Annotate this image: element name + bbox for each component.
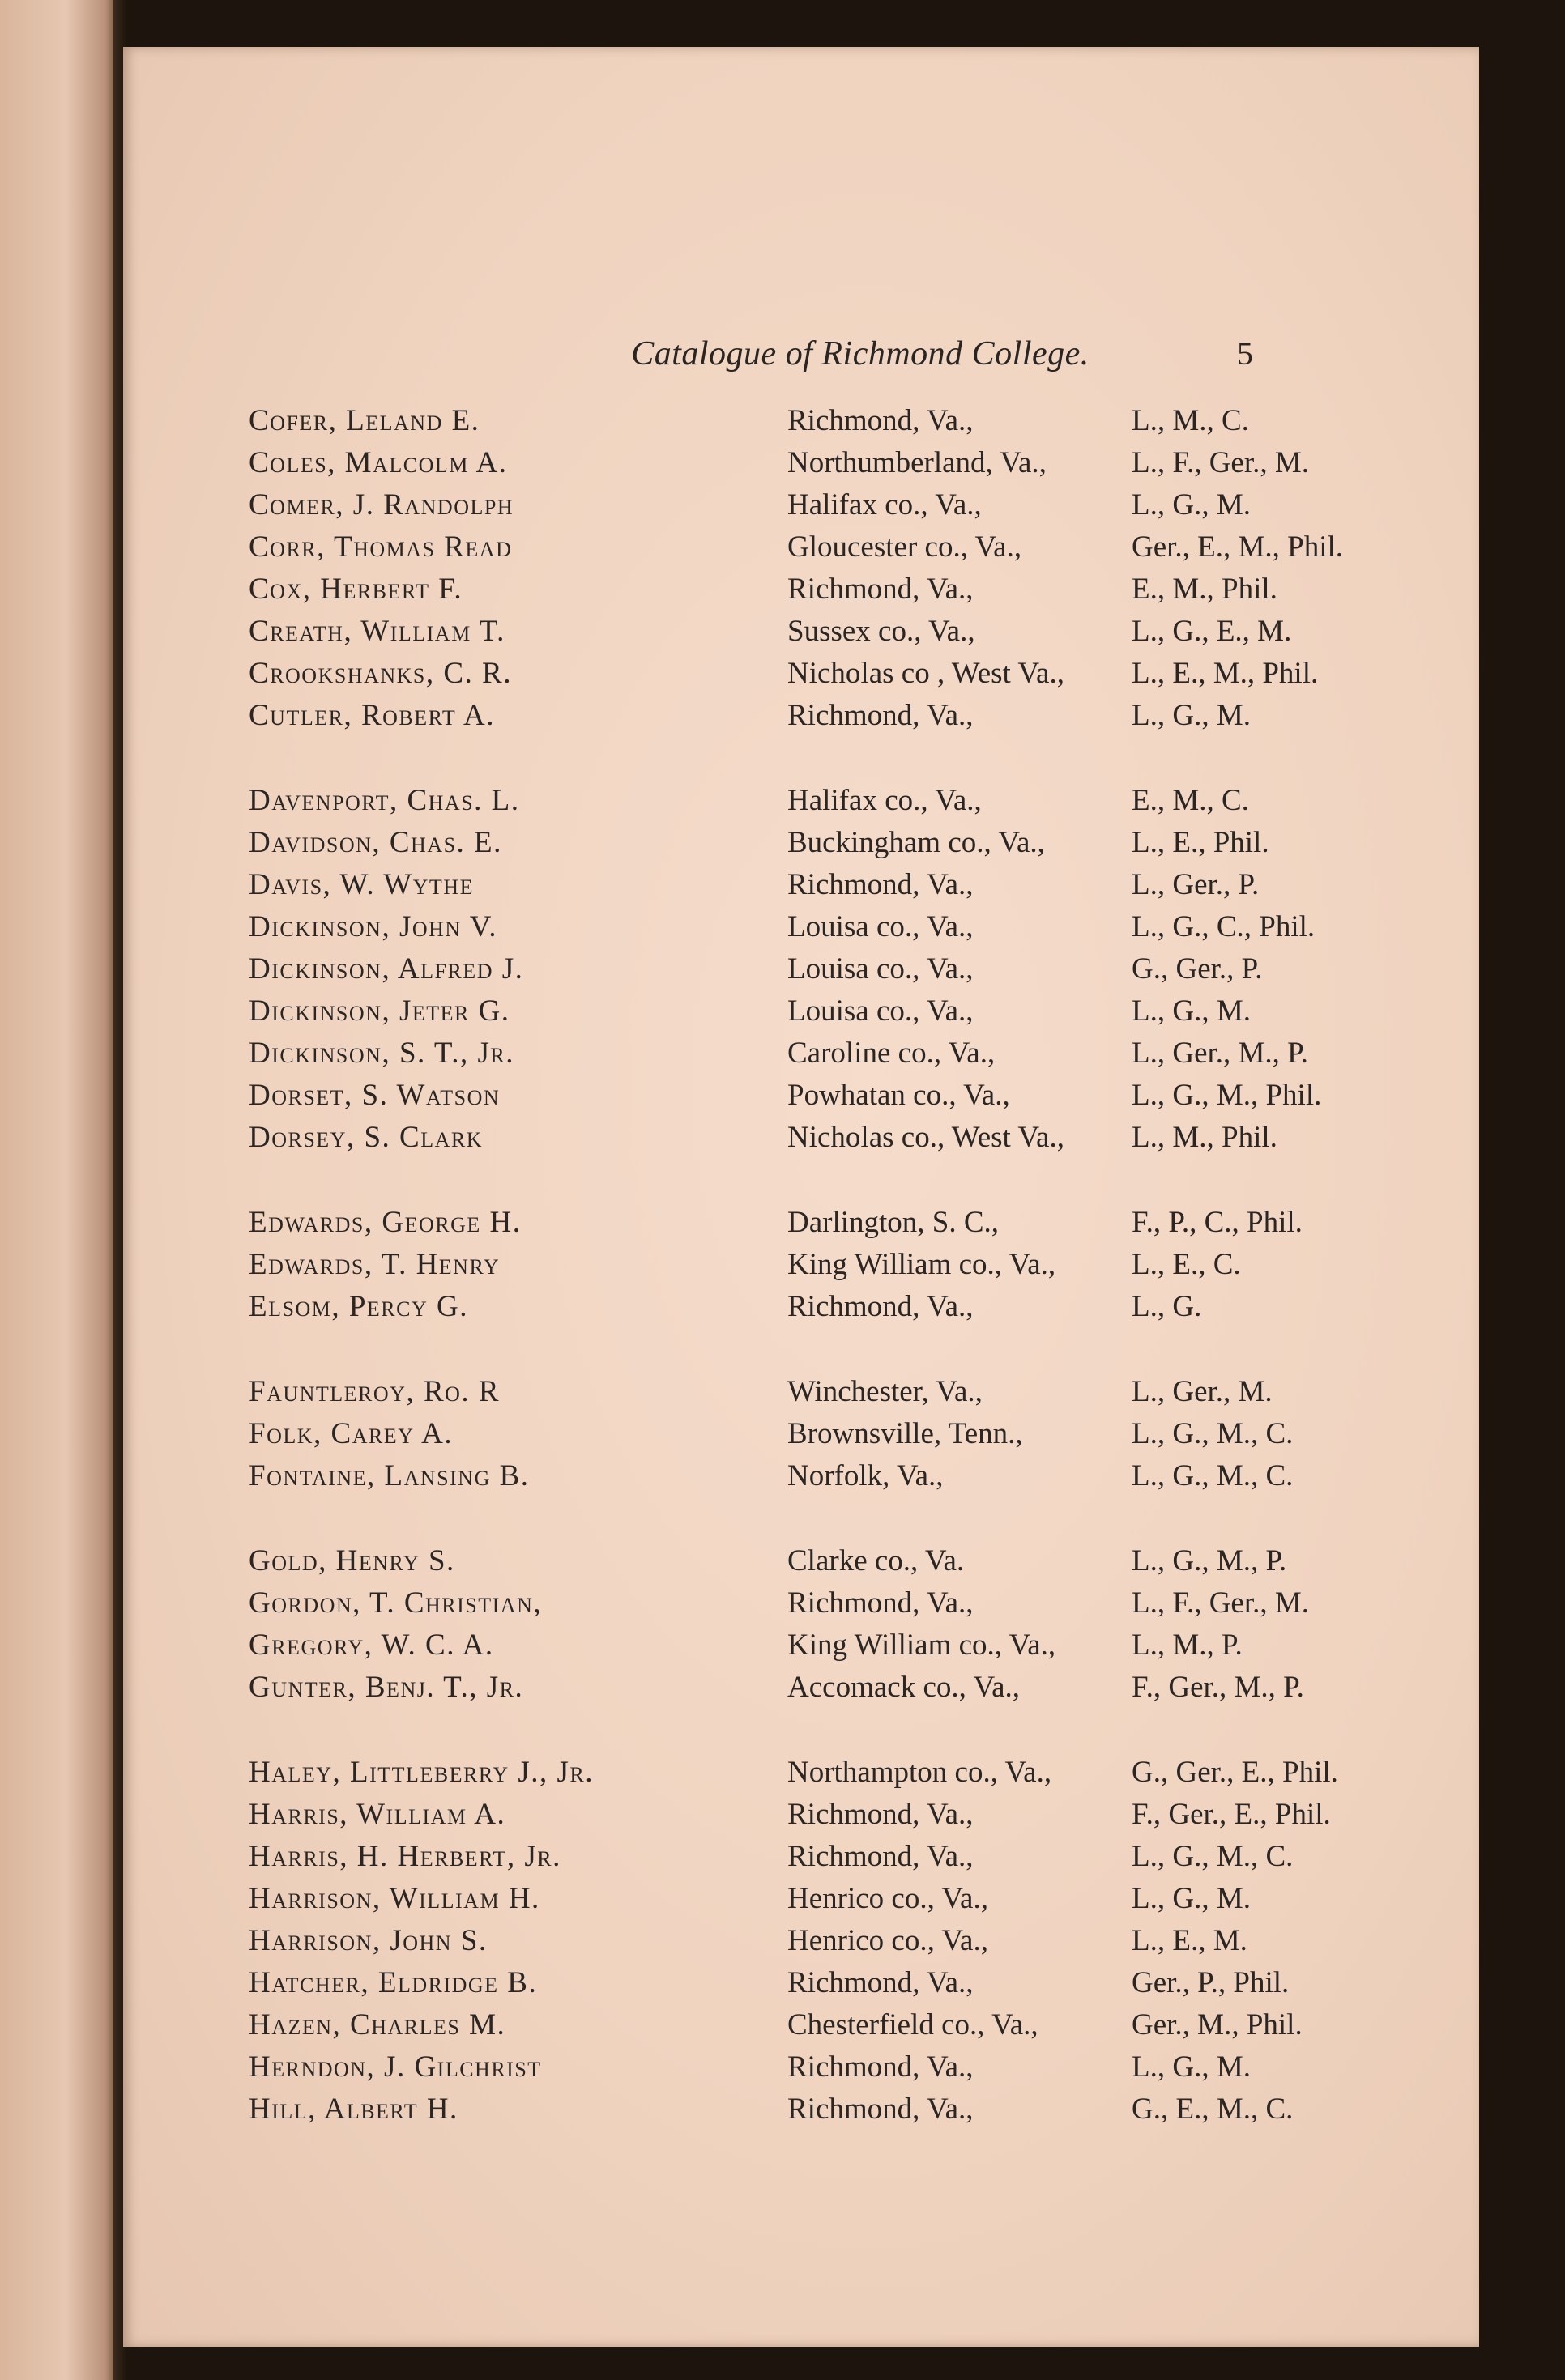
student-name: Creath, William T. xyxy=(249,615,505,648)
student-residence: Accomack co., Va., xyxy=(787,1671,1020,1704)
student-row xyxy=(249,1455,1383,1497)
student-courses: L., G., M. xyxy=(1132,488,1251,522)
student-row xyxy=(249,484,1383,526)
student-courses: L., G. xyxy=(1132,1290,1202,1323)
student-row xyxy=(249,1836,1383,1878)
student-name: Dorset, S. Watson xyxy=(249,1079,501,1112)
student-name: Harris, H. Herbert, Jr. xyxy=(249,1840,561,1873)
student-name: Hatcher, Eldridge B. xyxy=(249,1966,538,1999)
student-residence: Richmond, Va., xyxy=(787,404,974,437)
student-row xyxy=(249,948,1383,990)
student-name: Cutler, Robert A. xyxy=(249,699,495,732)
student-courses: F., P., C., Phil. xyxy=(1132,1206,1303,1239)
facing-page-edge xyxy=(0,0,120,2380)
student-residence: Chesterfield co., Va., xyxy=(787,2008,1038,2042)
student-row xyxy=(249,822,1383,864)
student-courses: L., G., M., C. xyxy=(1132,1459,1294,1492)
student-courses: L., G., M., C. xyxy=(1132,1417,1294,1450)
student-residence: Nicholas co , West Va., xyxy=(787,657,1064,690)
student-row xyxy=(249,653,1383,695)
student-row xyxy=(249,1752,1383,1794)
student-name: Dickinson, Jeter G. xyxy=(249,994,510,1028)
student-courses: L., G., M. xyxy=(1132,699,1251,732)
letter-group xyxy=(249,1202,1383,1328)
student-residence: Norfolk, Va., xyxy=(787,1459,944,1492)
student-residence: Winchester, Va., xyxy=(787,1375,983,1408)
student-row xyxy=(249,1032,1383,1075)
student-courses: L., E., M. xyxy=(1132,1924,1247,1957)
student-name: Dickinson, John V. xyxy=(249,910,497,943)
student-name: Fontaine, Lansing B. xyxy=(249,1459,530,1492)
student-name: Haley, Littleberry J., Jr. xyxy=(249,1756,594,1789)
student-residence: King William co., Va., xyxy=(787,1629,1056,1662)
student-residence: Richmond, Va., xyxy=(787,1586,974,1620)
student-name: Fauntleroy, Ro. R xyxy=(249,1375,501,1408)
student-residence: Richmond, Va., xyxy=(787,2093,974,2126)
student-courses: G., Ger., E., Phil. xyxy=(1132,1756,1338,1789)
student-courses: G., E., M., C. xyxy=(1132,2093,1294,2126)
student-residence: Louisa co., Va., xyxy=(787,994,974,1028)
student-row xyxy=(249,1413,1383,1455)
student-residence: Henrico co., Va., xyxy=(787,1882,988,1915)
student-name: Hazen, Charles M. xyxy=(249,2008,506,2042)
student-name: Crookshanks, C. R. xyxy=(249,657,512,690)
student-courses: L., G., M., P. xyxy=(1132,1544,1287,1577)
student-courses: L., G., M. xyxy=(1132,2050,1251,2084)
student-courses: E., M., Phil. xyxy=(1132,573,1277,606)
student-name: Dickinson, S. T., Jr. xyxy=(249,1037,514,1070)
student-row xyxy=(249,695,1383,737)
student-row xyxy=(249,2088,1383,2131)
student-residence: King William co., Va., xyxy=(787,1248,1056,1281)
student-residence: Buckingham co., Va., xyxy=(787,826,1045,859)
student-residence: Richmond, Va., xyxy=(787,1840,974,1873)
student-name: Gunter, Benj. T., Jr. xyxy=(249,1671,524,1704)
student-row xyxy=(249,1075,1383,1117)
student-residence: Richmond, Va., xyxy=(787,1966,974,1999)
student-row xyxy=(249,526,1383,568)
student-row xyxy=(249,1962,1383,2004)
student-courses: L., Ger., P. xyxy=(1132,868,1260,901)
student-row xyxy=(249,611,1383,653)
student-row xyxy=(249,1540,1383,1582)
student-name: Comer, J. Randolph xyxy=(249,488,514,522)
student-residence: Richmond, Va., xyxy=(787,573,974,606)
letter-group xyxy=(249,400,1383,737)
student-name: Davenport, Chas. L. xyxy=(249,784,520,817)
student-name: Herndon, J. Gilchrist xyxy=(249,2050,542,2084)
student-courses: L., M., P. xyxy=(1132,1629,1243,1662)
student-row xyxy=(249,2004,1383,2046)
student-name: Dickinson, Alfred J. xyxy=(249,952,524,986)
student-row xyxy=(249,1920,1383,1962)
student-residence: Louisa co., Va., xyxy=(787,952,974,986)
student-residence: Darlington, S. C., xyxy=(787,1206,1000,1239)
student-courses: L., G., M. xyxy=(1132,1882,1251,1915)
student-name: Harris, William A. xyxy=(249,1798,506,1831)
student-courses: L., Ger., M., P. xyxy=(1132,1037,1308,1070)
student-residence: Richmond, Va., xyxy=(787,868,974,901)
student-row xyxy=(249,780,1383,822)
student-courses: L., F., Ger., M. xyxy=(1132,1586,1310,1620)
student-courses: Ger., E., M., Phil. xyxy=(1132,530,1344,564)
student-courses: L., E., C. xyxy=(1132,1248,1241,1281)
student-name: Gordon, T. Christian, xyxy=(249,1586,543,1620)
student-courses: L., F., Ger., M. xyxy=(1132,446,1310,479)
student-row xyxy=(249,1794,1383,1836)
student-row xyxy=(249,990,1383,1032)
student-name: Folk, Carey A. xyxy=(249,1417,454,1450)
student-row xyxy=(249,568,1383,611)
student-residence: Louisa co., Va., xyxy=(787,910,974,943)
student-row xyxy=(249,400,1383,442)
student-courses: G., Ger., P. xyxy=(1132,952,1263,986)
letter-group xyxy=(249,1752,1383,2131)
student-courses: L., G., M. xyxy=(1132,994,1251,1028)
student-name: Edwards, George H. xyxy=(249,1206,522,1239)
running-title: Catalogue of Richmond College. xyxy=(631,335,1090,373)
student-name: Cofer, Leland E. xyxy=(249,404,480,437)
student-name: Hill, Albert H. xyxy=(249,2093,458,2126)
student-row xyxy=(249,864,1383,906)
student-row xyxy=(249,1244,1383,1286)
student-row xyxy=(249,1117,1383,1159)
student-row xyxy=(249,906,1383,948)
student-residence: Powhatan co., Va., xyxy=(787,1079,1010,1112)
student-row xyxy=(249,1371,1383,1413)
student-residence: Richmond, Va., xyxy=(787,1290,974,1323)
student-courses: F., Ger., E., Phil. xyxy=(1132,1798,1331,1831)
student-courses: L., G., M., Phil. xyxy=(1132,1079,1322,1112)
student-residence: Caroline co., Va., xyxy=(787,1037,996,1070)
student-residence: Halifax co., Va., xyxy=(787,488,982,522)
student-residence: Richmond, Va., xyxy=(787,2050,974,2084)
student-courses: L., G., C., Phil. xyxy=(1132,910,1316,943)
student-courses: L., M., C. xyxy=(1132,404,1249,437)
student-residence: Richmond, Va., xyxy=(787,1798,974,1831)
student-residence: Clarke co., Va. xyxy=(787,1544,965,1577)
student-residence: Richmond, Va., xyxy=(787,699,974,732)
student-row xyxy=(249,1878,1383,1920)
student-name: Harrison, William H. xyxy=(249,1882,540,1915)
student-residence: Brownsville, Tenn., xyxy=(787,1417,1023,1450)
student-courses: L., E., M., Phil. xyxy=(1132,657,1319,690)
student-residence: Northampton co., Va., xyxy=(787,1756,1052,1789)
student-name: Harrison, John S. xyxy=(249,1924,488,1957)
page-header xyxy=(123,334,1479,383)
student-row xyxy=(249,1582,1383,1624)
student-name: Gregory, W. C. A. xyxy=(249,1629,494,1662)
student-residence: Northumberland, Va., xyxy=(787,446,1047,479)
letter-group xyxy=(249,1371,1383,1497)
student-courses: L., G., M., C. xyxy=(1132,1840,1294,1873)
student-row xyxy=(249,442,1383,484)
student-roster xyxy=(249,400,1383,2174)
student-row xyxy=(249,1202,1383,1244)
student-row xyxy=(249,1667,1383,1709)
student-name: Elsom, Percy G. xyxy=(249,1290,468,1323)
student-name: Davis, W. Wythe xyxy=(249,868,474,901)
student-row xyxy=(249,1624,1383,1667)
letter-group xyxy=(249,1540,1383,1709)
student-name: Corr, Thomas Read xyxy=(249,530,513,564)
student-row xyxy=(249,2046,1383,2088)
student-residence: Gloucester co., Va., xyxy=(787,530,1022,564)
student-residence: Nicholas co., West Va., xyxy=(787,1121,1064,1154)
student-name: Davidson, Chas. E. xyxy=(249,826,502,859)
catalogue-page xyxy=(123,47,1479,2347)
student-courses: L., G., E., M. xyxy=(1132,615,1292,648)
student-row xyxy=(249,1286,1383,1328)
student-name: Edwards, T. Henry xyxy=(249,1248,501,1281)
student-courses: Ger., P., Phil. xyxy=(1132,1966,1290,1999)
page-number: 5 xyxy=(1237,335,1253,372)
student-name: Dorsey, S. Clark xyxy=(249,1121,483,1154)
student-name: Cox, Herbert F. xyxy=(249,573,463,606)
student-name: Gold, Henry S. xyxy=(249,1544,455,1577)
letter-group xyxy=(249,780,1383,1159)
student-residence: Henrico co., Va., xyxy=(787,1924,988,1957)
student-residence: Halifax co., Va., xyxy=(787,784,982,817)
student-residence: Sussex co., Va., xyxy=(787,615,975,648)
student-name: Coles, Malcolm A. xyxy=(249,446,508,479)
student-courses: L., M., Phil. xyxy=(1132,1121,1277,1154)
student-courses: F., Ger., M., P. xyxy=(1132,1671,1304,1704)
student-courses: Ger., M., Phil. xyxy=(1132,2008,1303,2042)
student-courses: L., Ger., M. xyxy=(1132,1375,1273,1408)
student-courses: E., M., C. xyxy=(1132,784,1249,817)
student-courses: L., E., Phil. xyxy=(1132,826,1269,859)
